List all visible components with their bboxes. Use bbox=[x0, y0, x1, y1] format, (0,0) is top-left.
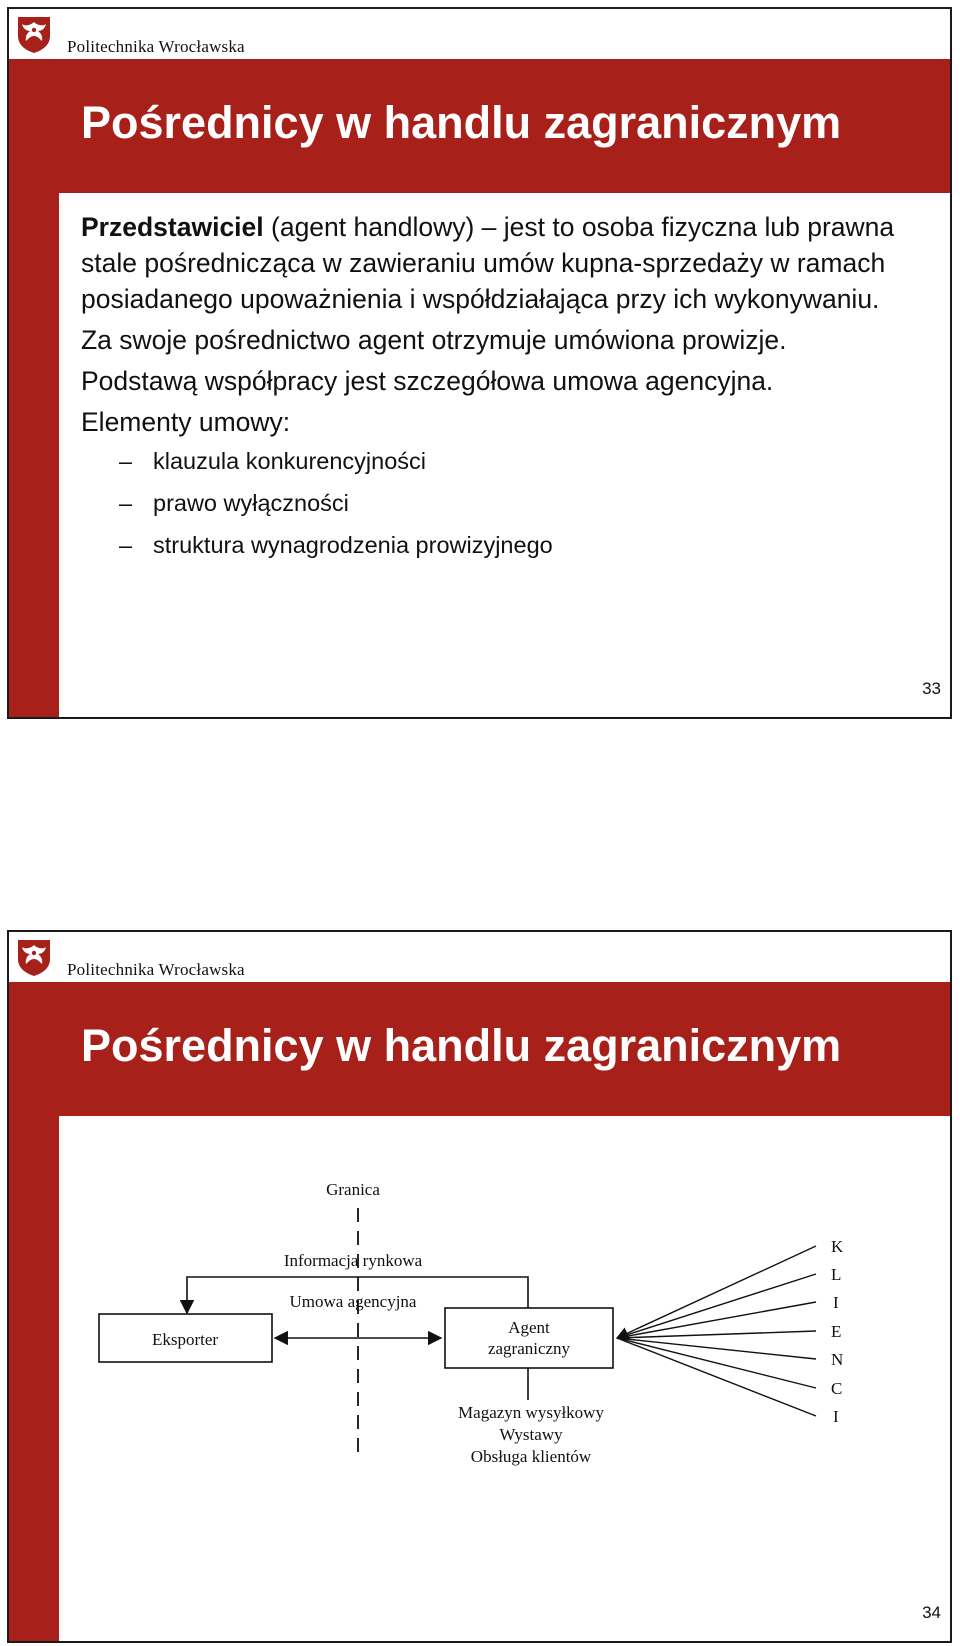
title-bar bbox=[59, 59, 950, 193]
slide-left-band bbox=[9, 9, 59, 717]
slide-33 bbox=[7, 7, 952, 719]
commission-paragraph: Za swoje pośrednictwo agent otrzymuje umówiona prowizje. bbox=[81, 325, 787, 356]
client-letter: I bbox=[833, 1293, 839, 1312]
title-bar bbox=[59, 982, 950, 1116]
clients-fan bbox=[617, 1246, 816, 1416]
list-item: – prawo wyłączności bbox=[119, 490, 349, 517]
page-number: 33 bbox=[922, 679, 941, 698]
slide-title: Pośrednicy w handlu zagranicznym bbox=[81, 1020, 842, 1071]
client-letter: K bbox=[831, 1237, 844, 1256]
elements-heading: Elementy umowy: bbox=[81, 407, 291, 438]
contract-paragraph: Podstawą współpracy jest szczegółowa umowa agencyjna. bbox=[81, 366, 774, 397]
client-letter: C bbox=[831, 1379, 843, 1398]
slide-title: Pośrednicy w handlu zagranicznym bbox=[81, 97, 842, 148]
border-label: Granica bbox=[326, 1180, 380, 1199]
client-letter: L bbox=[831, 1265, 842, 1284]
slide-left-band bbox=[9, 932, 59, 1641]
exporter-label: Eksporter bbox=[151, 1330, 219, 1349]
org-name: Politechnika Wrocławska bbox=[67, 37, 245, 56]
list-item: – struktura wynagrodzenia prowizyjnego bbox=[119, 532, 553, 559]
definition-term: Przedstawiciel bbox=[81, 212, 264, 242]
client-letter: I bbox=[833, 1407, 839, 1426]
definition-paragraph bbox=[81, 209, 920, 317]
university-crest-icon bbox=[9, 932, 59, 982]
clients-label bbox=[831, 1237, 844, 1426]
service-item: Magazyn wysyłkowy bbox=[458, 1403, 604, 1422]
agent-box bbox=[445, 1308, 613, 1368]
service-item: Obsługa klientów bbox=[470, 1447, 592, 1466]
org-name: Politechnika Wrocławska bbox=[67, 960, 245, 979]
contract-elements-list bbox=[81, 446, 920, 562]
university-crest-icon bbox=[9, 9, 59, 59]
agent-diagram bbox=[61, 1148, 921, 1498]
agent-label-line2: zagraniczny bbox=[487, 1339, 571, 1358]
agency-contract-label: Umowa agencyjna bbox=[289, 1292, 417, 1311]
agent-label-line1: Agent bbox=[508, 1318, 550, 1337]
service-item: Wystawy bbox=[499, 1425, 563, 1444]
page-number: 34 bbox=[922, 1603, 941, 1622]
list-item: – klauzula konkurencyjności bbox=[119, 448, 427, 475]
client-letter: N bbox=[831, 1350, 844, 1369]
market-info-label: Informacja rynkowa bbox=[283, 1251, 423, 1270]
slide-content bbox=[81, 209, 920, 572]
slide-34 bbox=[7, 930, 952, 1643]
client-letter: E bbox=[831, 1322, 842, 1341]
definition-text: (agent handlowy) – jest to osoba fizyczna lub prawna stale pośrednicząca w zawieraniu umów kupna-sprzedaży w ramach posiadanego upoważnienia i współdziałająca przy ich wykonywaniu. bbox=[81, 212, 895, 315]
